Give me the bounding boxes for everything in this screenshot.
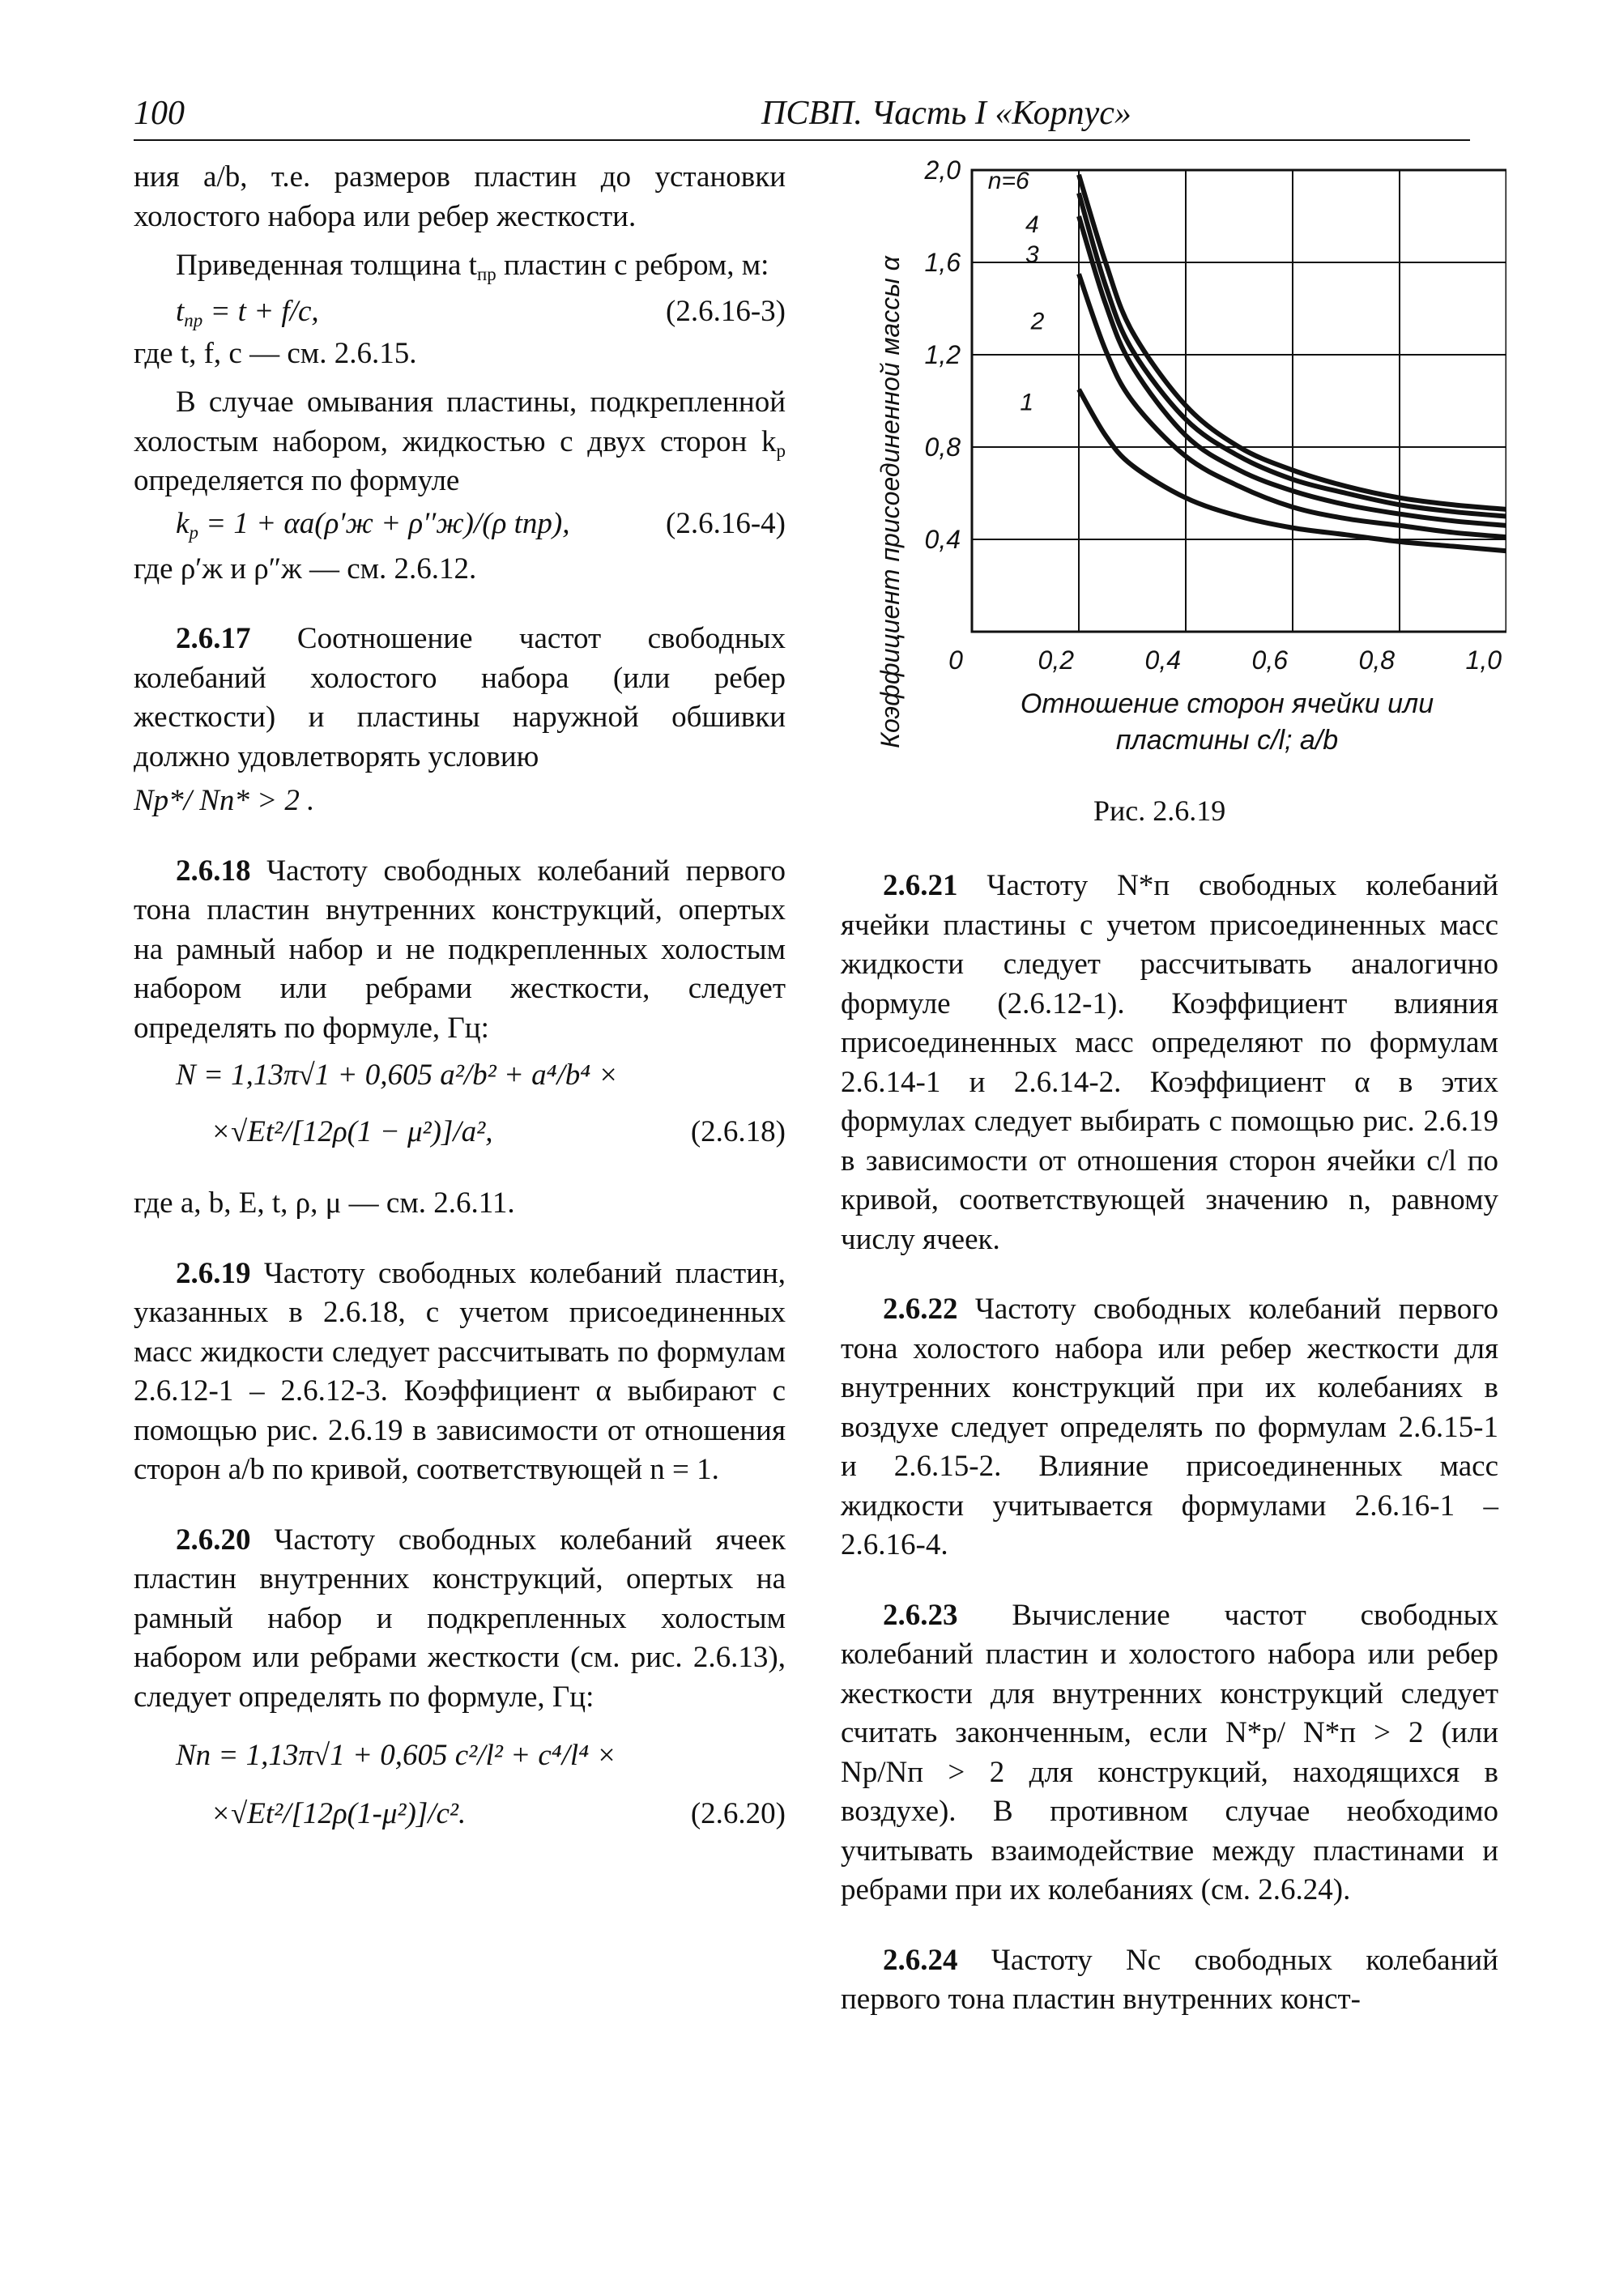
curve-label: 4 xyxy=(1025,211,1039,238)
right-column xyxy=(841,867,1498,2020)
figure-2-6-19 xyxy=(859,146,1506,777)
running-title: ПСВП. Часть I «Корпус» xyxy=(761,95,1131,132)
paragraph: где t, f, c — см. 2.6.15. xyxy=(134,336,417,370)
paragraph: ния a/b, т.е. размеров пластин до установки холостого набора или ребер жесткости. xyxy=(134,160,786,233)
y-ticks xyxy=(924,155,961,554)
page-number: 100 xyxy=(134,95,185,132)
curve-label: 1 xyxy=(1020,389,1034,416)
y-tick-label: 2,0 xyxy=(924,155,961,185)
x-axis-label-2: пластины c/l; a/b xyxy=(1115,725,1339,756)
x-tick-label: 0,8 xyxy=(1358,645,1395,675)
paragraph: где a, b, E, t, ρ, μ — см. 2.6.11. xyxy=(134,1186,515,1220)
formula-2-6-16-3: $t_{пр} = t + f/c$, (2.6.16-3) xyxy=(176,294,786,330)
x-tick-label: 0,4 xyxy=(1144,645,1181,675)
x-tick-label: 0,6 xyxy=(1251,645,1288,675)
curve-label: 2 xyxy=(1030,308,1045,335)
left-column xyxy=(134,158,786,1858)
section-2-6-21: 2.6.21 Частоту N*п свободных колебаний ячейки пластины с учетом присоединенных масс жидкости следует рассчитывать аналогично формуле (2.6.12-1). Коэффициент влияния присоединенных масс определяют по формулам 2.6.14-1 и 2.6.14-2. Коэффициент α в этих формулах следует выбирать с помощью рис. 2.6.19 в зависимости от отношения сторон ячейки c/l по кривой, соответствующей значению n, равному числу ячеек. xyxy=(841,869,1498,1256)
x-axis-label-1: Отношение сторон ячейки или xyxy=(1020,688,1434,719)
x-ticks xyxy=(948,645,1502,675)
curve-label: n=6 xyxy=(987,167,1029,194)
curve-labels xyxy=(988,168,1045,416)
x-tick-label: 0,2 xyxy=(1038,645,1074,675)
curve-label: 3 xyxy=(1025,241,1039,268)
formula-2-6-20: Nп = 1,13π√1 + 0,605 c²/l² + c⁴/l⁴ × ×√Et²/[12ρ(1-μ²)]/c². (2.6.20) xyxy=(176,1739,786,1830)
section-2-6-17: 2.6.17 Соотношение частот свободных колебаний холостого набора (или ребер жесткости) и пластины наружной обшивки должно удовлетворять условию xyxy=(134,622,786,773)
section-2-6-20: 2.6.20 Частоту свободных колебаний ячеек пластин внутренних конструкций, опертых на рамный набор и подкрепленных холостым набором или ребрами жесткости (см. рис. 2.6.13), следует определять по формуле, Гц: xyxy=(134,1523,786,1714)
figure-caption: Рис. 2.6.19 xyxy=(1093,794,1226,827)
section-2-6-24: 2.6.24 Частоту Nс свободных колебаний первого тона пластин внутренних конст- xyxy=(841,1943,1498,2016)
section-2-6-22: 2.6.22 Частоту свободных колебаний первого тона холостого набора или ребер жесткости для внутренних конструкций при их колебаниях в воздухе следует определять по формулам 2.6.15-1 и 2.6.15-2. Влияние присоединенных масс жидкости учитывается формулами 2.6.16-1 – 2.6.16-4. xyxy=(841,1293,1498,1561)
condition: Nр*/ Nп* > 2 . xyxy=(134,784,315,817)
section-2-6-19: 2.6.19 Частоту свободных колебаний пластин, указанных в 2.6.18, с учетом присоединенных масс жидкости следует рассчитывать по формулам 2.6.12-1 – 2.6.12-3. Коэффициент α выбирают с помощью рис. 2.6.19 в зависимости от отношения сторон a/b по кривой, соответствующей n = 1. xyxy=(134,1256,786,1486)
y-tick-label: 1,6 xyxy=(924,248,961,277)
formula-2-6-16-4: $k_р = 1 + \alpha a(\rho'ж + \rho''ж)/(\rho$ tпр), (2.6.16-4) xyxy=(176,506,786,543)
section-2-6-18: 2.6.18 Частоту свободных колебаний первого тона пластин внутренних конструкций, опертых на рамный набор и не подкрепленных холостым набором или ребрами жесткости, следует определять по формуле, Гц: xyxy=(134,854,786,1045)
paragraph: В случае омывания пластины, подкрепленной холостым набором, жидкостью с двух сторон $k_р$ определяется по формуле xyxy=(134,386,786,497)
formula-2-6-18: N = 1,13π√1 + 0,605 a²/b² + a⁴/b⁴ × ×√Et²/[12ρ(1 − μ²)]/a², (2.6.18) xyxy=(176,1059,786,1148)
y-axis-label: Коэффициент присоединенной массы α xyxy=(876,256,905,748)
y-tick-label: 1,2 xyxy=(924,340,961,369)
page-header xyxy=(134,91,1470,141)
x-tick-label: 1,0 xyxy=(1465,645,1502,675)
section-2-6-23: 2.6.23 Вычисление частот свободных колебаний пластин и холостого набора или ребер жесткости для внутренних конструкций следует считать законченным, если N*р/ N*п > 2 (или Nр/Nп > 2 для конструкций, находящихся в воздухе). В противном случае необходимо учитывать взаимодействие между пластинами и ребрами при их колебаниях (см. 2.6.24). xyxy=(841,1598,1498,1906)
paragraph: Приведенная толщина $t_{пр}$ пластин с ребром, м: xyxy=(176,249,769,284)
paragraph: где ρ′ж и ρ″ж — см. 2.6.12. xyxy=(134,552,477,586)
plot-frame xyxy=(972,167,1506,632)
y-tick-label: 0,4 xyxy=(924,525,961,554)
chart-grid xyxy=(972,167,1506,632)
x-tick-label: 0 xyxy=(948,645,963,675)
y-tick-label: 0,8 xyxy=(924,432,961,462)
